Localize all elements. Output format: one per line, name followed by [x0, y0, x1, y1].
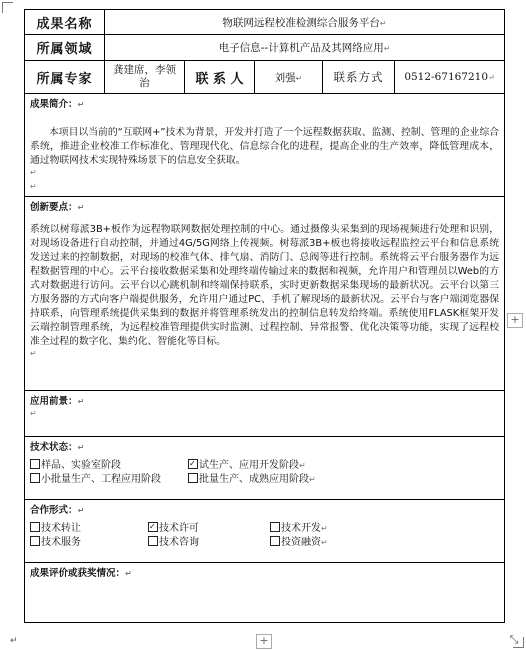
checkbox-icon	[270, 536, 280, 546]
table-resize-handle-icon[interactable]: ⤡	[509, 633, 519, 646]
checkbox-icon	[270, 522, 280, 532]
checkbox-icon	[30, 459, 40, 469]
innovation-section[interactable]: 创新要点：↵ 系统以树莓派3B+板作为远程物联网数据处理控制的中心。通过摄像头采集到的现场视频进行处理和识别，对现场设备进行自动控制，并通过4G/5G网络上传视频。树莓派3B+板也将接收远程监控云平台和信息系统发送过来的控制数据，对现场的校准气体、排气扇、消防门、总阀等进行控制。系统将云平台服务器作为远程数据管理的中心。云平台接收数据采集和处理终端传输过来的数据和视频，允许用户和管理员以Web的方式对数据进行访问。云平台以心跳机制和终端保持联系，实时更新数据采集现场的最新状况。云平台以第三方服务器的方式向客户端提供服务，允许用户通过PC、手机了解现场的最新状况。云平台与客户端浏览器保持联系，向管理系统提供采集到的数据并将管理系统发出的控制信息转发给终端。系统使用FLASK框架开发云端控制管理系统，为远程校准管理提供实时监测、过程控制、异常报警、优化决策等功能，实现了远程校准全过程的数字化、集约化、智能化等目标。 ↵	[25, 197, 505, 391]
evaluation-section[interactable]	[25, 563, 505, 623]
summary-section[interactable]: 成果简介：↵ 本项目以当前的“互联网+”技术为背景，开发并打造了一个远程数据获取、监测、控制、管理的企业综合系统，推进企业校准工作标准化、管理现代化、信息综合化的进程，提高企业的生产效率，降低管理成本，通过物联网技术实现特殊场景下的信息安全获取。 ↵ ↵	[25, 94, 505, 197]
name-value[interactable]: 物联网远程校准检测综合服务平台↵	[105, 10, 505, 35]
checkbox-icon	[30, 536, 40, 546]
coop-option-development[interactable]: 技术开发↵	[270, 522, 328, 536]
coop-option-transfer[interactable]: 技术转让	[30, 522, 81, 536]
coop-option-license[interactable]: ✓ 技术许可	[148, 522, 199, 536]
tech-status-option-small-batch[interactable]: 小批量生产、工程应用阶段	[30, 473, 161, 487]
end-paragraph-mark: ↵	[10, 636, 18, 646]
evaluation-title: 成果评价或获奖情况：↵	[30, 568, 132, 579]
summary-text: 本项目以当前的“互联网+”技术为背景，开发并打造了一个远程数据获取、监测、控制、管理的企业综合系统，推进企业校准工作标准化、管理现代化、信息综合化的进程，提高企业的生产效率，降低管理成本，通过物联网技术实现特殊场景下的信息安全获取。	[30, 127, 500, 166]
checkbox-icon	[188, 473, 198, 483]
checkbox-icon	[30, 522, 40, 532]
coop-option-investment[interactable]: 投资融资↵	[270, 536, 328, 550]
add-column-plus-icon[interactable]: +	[256, 634, 272, 649]
expert-value[interactable]: 龚建席，李领治	[105, 61, 185, 94]
innovation-title: 创新要点：↵	[30, 202, 85, 213]
field-label: 所属领域	[25, 35, 105, 61]
cooperation-title: 合作形式：↵	[30, 505, 85, 516]
coop-option-service[interactable]: 技术服务	[30, 536, 81, 550]
page-corner-top-left	[2, 2, 13, 13]
phone-label: 联系方式	[323, 61, 395, 94]
achievement-form-table	[24, 9, 505, 623]
checkbox-icon	[30, 473, 40, 483]
application-title: 应用前景：↵	[30, 396, 85, 407]
tech-status-title: 技术状态：↵	[30, 442, 85, 453]
add-row-plus-icon[interactable]: +	[507, 313, 523, 328]
application-section[interactable]: 应用前景：↵ ↵	[25, 391, 505, 437]
summary-title: 成果简介：↵	[30, 99, 85, 110]
tech-status-section	[25, 437, 505, 500]
phone-value[interactable]: 0512-67167210↵	[395, 61, 505, 94]
coop-option-consulting[interactable]: 技术咨询	[148, 536, 199, 550]
checkbox-icon	[148, 536, 158, 546]
checked-checkbox-icon	[188, 459, 198, 469]
cooperation-section	[25, 500, 505, 563]
contact-value[interactable]: 刘强↵	[255, 61, 323, 94]
tech-status-option-trial[interactable]: ✓ 试生产、应用开发阶段↵	[188, 459, 306, 473]
tech-status-option-sample[interactable]: 样品、实验室阶段	[30, 459, 121, 473]
expert-label: 所属专家	[25, 61, 105, 94]
checked-checkbox-icon	[148, 522, 158, 532]
field-value[interactable]: 电子信息--计算机产品及其网络应用↵	[105, 35, 505, 61]
tech-status-option-mass[interactable]: 批量生产、成熟应用阶段↵	[188, 473, 316, 487]
name-label: 成果名称	[25, 10, 105, 35]
innovation-text: 系统以树莓派3B+板作为远程物联网数据处理控制的中心。通过摄像头采集到的现场视频进行处理和识别，对现场设备进行自动控制，并通过4G/5G网络上传视频。树莓派3B+板也将接收远程监控云平台和信息系统发送过来的控制数据，对现场的校准气体、排气扇、消防门、总阀等进行控制。系统将云平台服务器作为远程数据管理的中心。云平台接收数据采集和处理终端传输过来的数据和视频，允许用户和管理员以Web的方式对数据进行访问。云平台以心跳机制和终端保持联系，实时更新数据采集现场的最新状况。云平台以第三方服务器的方式向客户端提供服务，允许用户通过PC、手机了解现场的最新状况。云平台与客户端浏览器保持联系，向管理系统提供采集到的数据并将管理系统发出的控制信息转发给终端。系统使用FLASK框架开发云端控制管理系统，为远程校准管理提供实时监测、过程控制、异常报警、优化决策等功能，实现了远程校准全过程的数字化、集约化、智能化等目标。	[30, 224, 500, 347]
contact-label: 联 系 人	[185, 61, 255, 94]
